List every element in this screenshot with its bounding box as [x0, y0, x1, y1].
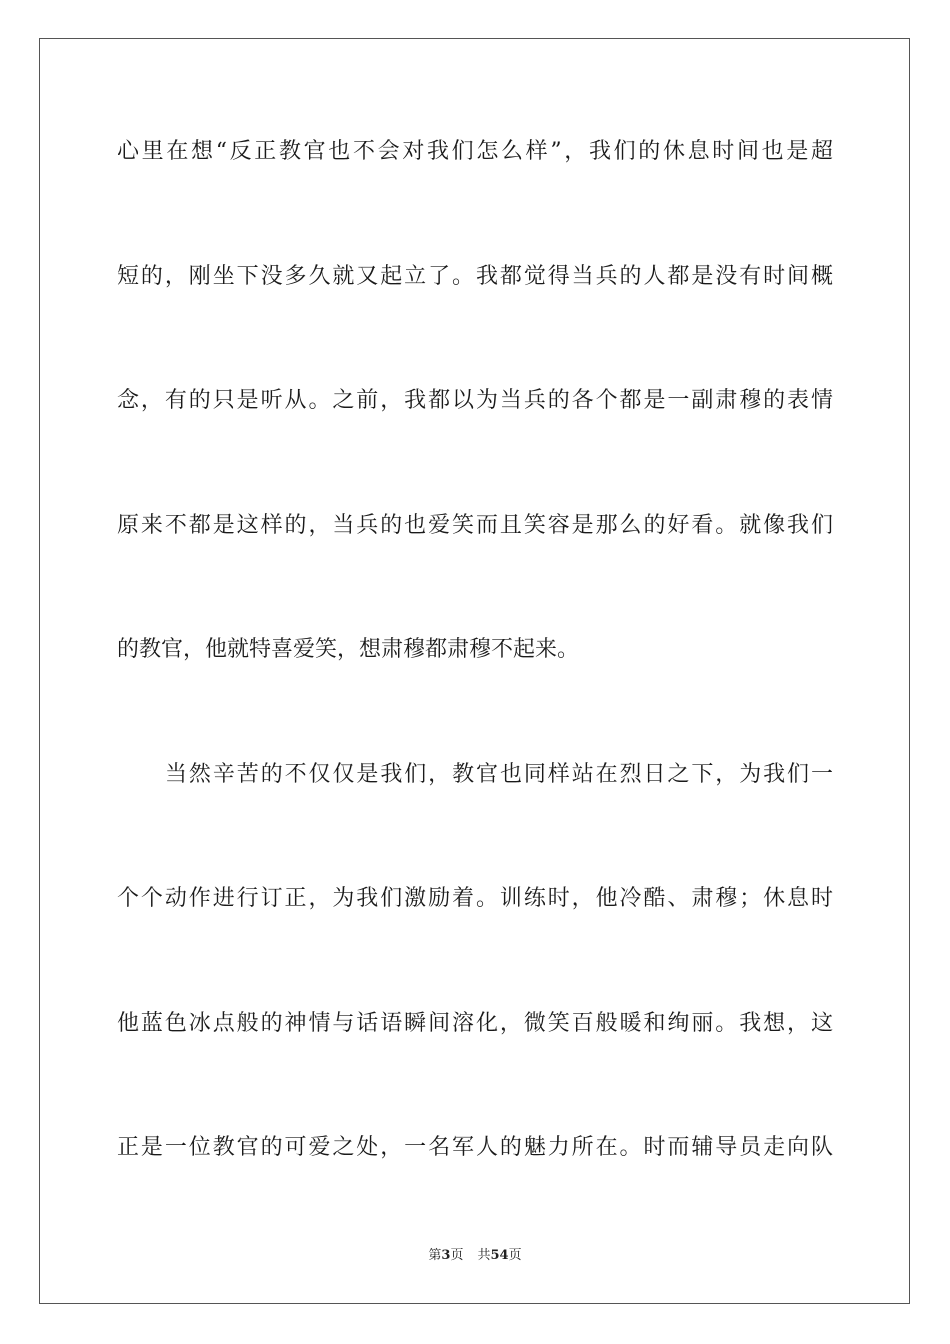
total-unit: 页	[508, 1248, 522, 1263]
page-footer	[0, 1248, 950, 1264]
text-line-1: 心里在想“反正教官也不会对我们怎么样”，我们的休息时间也是超	[117, 139, 833, 164]
total-page-count: 54	[490, 1248, 509, 1263]
text-line-8: 他蓝色冰点般的神情与话语瞬间溶化，微笑百般暖和绚丽。我想，这	[117, 1011, 833, 1036]
text-line-5: 的教官，他就特喜爱笑，想肃穆都肃穆不起来。	[117, 637, 580, 662]
page-prefix: 第	[428, 1248, 442, 1263]
text-line-2: 短的，刚坐下没多久就又起立了。我都觉得当兵的人都是没有时间概	[117, 264, 833, 289]
text-line-4: 原来不都是这样的，当兵的也爱笑而且笑容是那么的好看。就像我们	[117, 513, 833, 538]
paragraph-start-line: 当然辛苦的不仅仅是我们，教官也同样站在烈日之下，为我们一	[165, 762, 833, 787]
page-unit: 页	[450, 1248, 464, 1263]
current-page-number: 3	[441, 1248, 451, 1263]
text-line-7: 个个动作进行订正，为我们激励着。训练时，他冷酷、肃穆；休息时	[117, 886, 833, 911]
text-line-3: 念，有的只是听从。之前，我都以为当兵的各个都是一副肃穆的表情	[117, 388, 833, 413]
total-prefix: 共	[477, 1248, 491, 1263]
page-border	[39, 38, 910, 1304]
text-line-9: 正是一位教官的可爱之处，一名军人的魅力所在。时而辅导员走向队	[117, 1135, 833, 1160]
